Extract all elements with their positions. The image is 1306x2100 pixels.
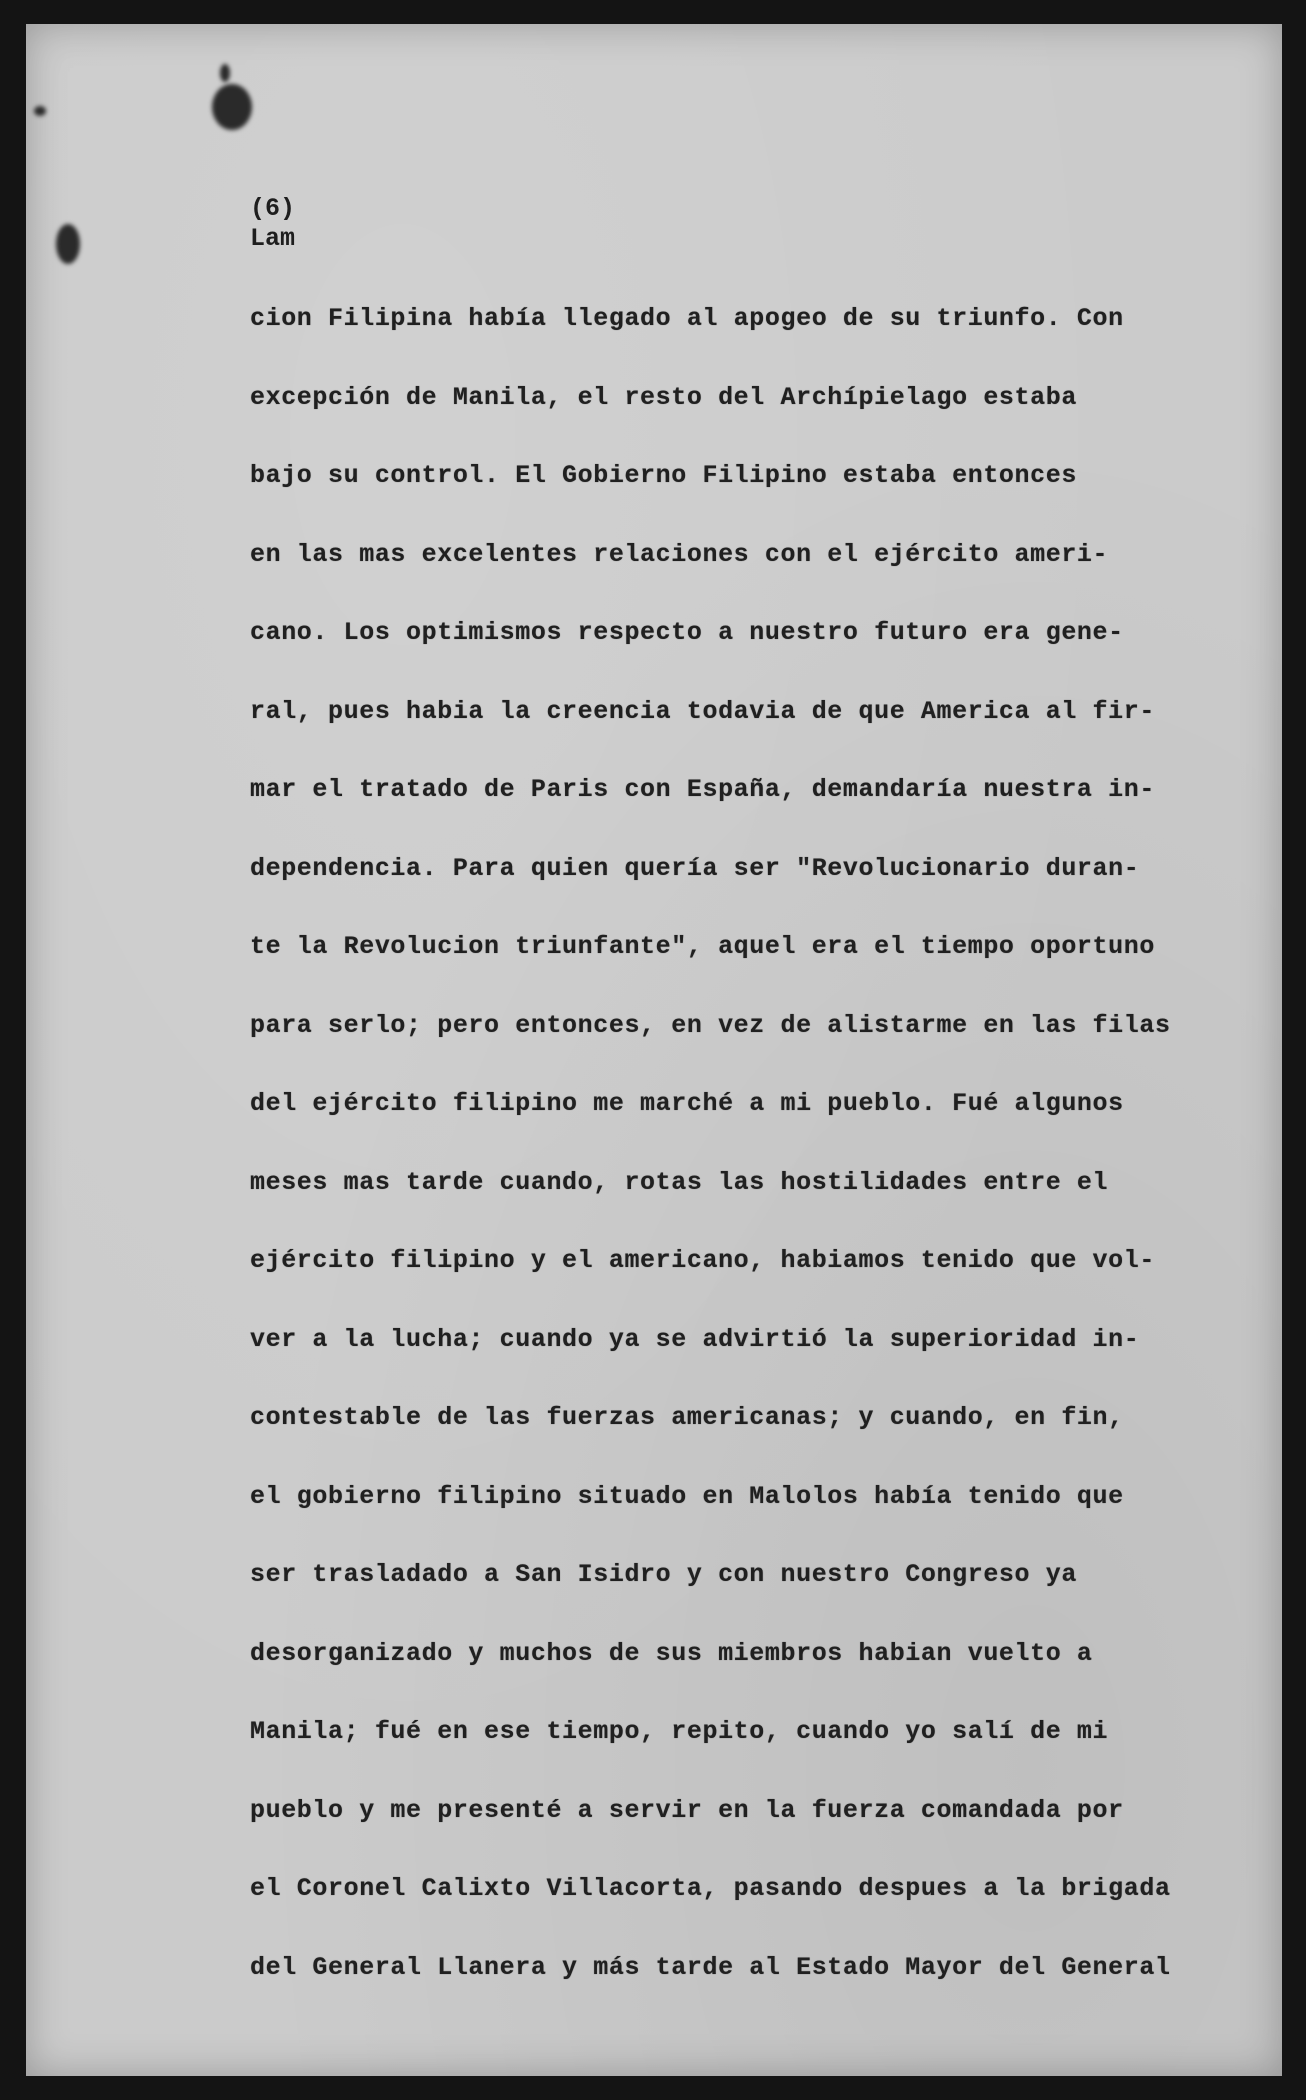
- page-header: [250, 194, 295, 254]
- text-line: desorganizado y muchos de sus miembros habian vuelto a: [250, 1639, 1093, 1668]
- ink-stain: [212, 84, 252, 130]
- text-line: el Coronel Calixto Villacorta, pasando despues a la brigada: [250, 1874, 1171, 1903]
- ink-stain: [56, 224, 80, 264]
- text-line: para serlo; pero entonces, en vez de alistarme en las filas: [250, 1011, 1171, 1040]
- text-line: en las mas excelentes relaciones con el ejército ameri-: [250, 540, 1109, 569]
- typist-initials: Lam: [250, 224, 296, 253]
- text-line: bajo su control. El Gobierno Filipino estaba entonces: [250, 461, 1077, 490]
- text-line: ver a la lucha; cuando ya se advirtió la superioridad in-: [250, 1325, 1140, 1354]
- text-line: cano. Los optimismos respecto a nuestro futuro era gene-: [250, 618, 1124, 647]
- text-line: del ejército filipino me marché a mi pueblo. Fué algunos: [250, 1089, 1124, 1118]
- text-line: contestable de las fuerzas americanas; y cuando, en fin,: [250, 1403, 1124, 1432]
- text-line: ser trasladado a San Isidro y con nuestro Congreso ya: [250, 1560, 1077, 1589]
- document-page: [26, 24, 1282, 2076]
- text-line: pueblo y me presenté a servir en la fuerza comandada por: [250, 1796, 1124, 1825]
- text-line: excepción de Manila, el resto del Archípielago estaba: [250, 383, 1077, 412]
- text-line: meses mas tarde cuando, rotas las hostilidades entre el: [250, 1168, 1109, 1197]
- ink-stain: [34, 106, 46, 116]
- ink-stain: [220, 64, 230, 82]
- text-line: ral, pues habia la creencia todavia de que America al fir-: [250, 697, 1155, 726]
- text-line: Manila; fué en ese tiempo, repito, cuando yo salí de mi: [250, 1717, 1109, 1746]
- text-line: cion Filipina había llegado al apogeo de su triunfo. Con: [250, 304, 1124, 333]
- text-line: el gobierno filipino situado en Malolos había tenido que: [250, 1482, 1124, 1511]
- page-number: (6): [250, 194, 296, 223]
- text-line: del General Llanera y más tarde al Estado Mayor del General: [250, 1953, 1171, 1982]
- text-line: ejército filipino y el americano, habiamos tenido que vol-: [250, 1246, 1155, 1275]
- text-line: dependencia. Para quien quería ser "Revolucionario duran-: [250, 854, 1140, 883]
- text-line: te la Revolucion triunfante", aquel era el tiempo oportuno: [250, 932, 1155, 961]
- text-line: mar el tratado de Paris con España, demandaría nuestra in-: [250, 775, 1155, 804]
